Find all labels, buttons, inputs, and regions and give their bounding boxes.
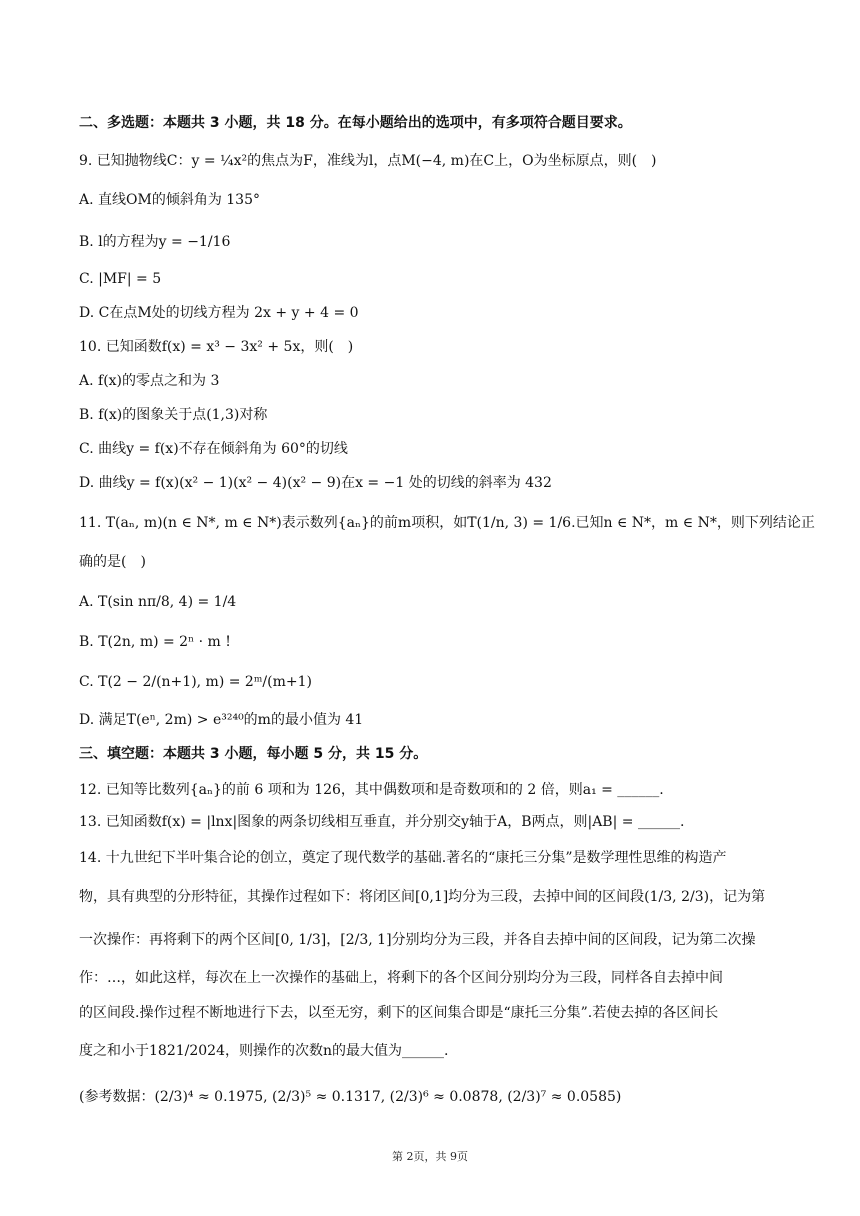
question-11-option-d: D. 满足T(eⁿ, 2m) > e³²⁴⁰的m的最小值为 41 (79, 712, 364, 728)
question-11-option-c: C. T(2 − 2/(n+1), m) = 2ᵐ/(m+1) (79, 674, 312, 690)
question-10-option-a: A. f(x)的零点之和为 3 (79, 373, 220, 389)
question-13: 13. 已知函数f(x) = |lnx|图象的两条切线相互垂直，并分别交y轴于A，B两点，则|AB| = ______. (79, 814, 685, 830)
question-11-option-b: B. T(2n, m) = 2ⁿ · m ! (79, 634, 231, 650)
question-10-option-d: D. 曲线y = f(x)(x² − 1)(x² − 4)(x² − 9)在x = −1 处的切线的斜率为 432 (79, 475, 552, 491)
question-12: 12. 已知等比数列{aₙ}的前 6 项和为 126，其中偶数项和是奇数项和的 2 倍，则a₁ = ______. (79, 782, 664, 798)
page-footer: 第 2页，共 9页 (392, 1150, 468, 1163)
question-10-stem: 10. 已知函数f(x) = x³ − 3x² + 5x，则( ) (79, 339, 354, 355)
section-heading-multiple-choice: 二、多选题：本题共 3 小题，共 18 分。在每小题给出的选项中，有多项符合题目要求。 (79, 115, 632, 131)
question-9-option-b: B. l的方程为y = −1/16 (79, 234, 231, 250)
question-9-option-c: C. |MF| = 5 (79, 271, 162, 287)
question-9-option-a: A. 直线OM的倾斜角为 135° (79, 192, 260, 208)
question-14-line5: 的区间段.操作过程不断地进行下去，以至无穷，剩下的区间集合即是“康托三分集”.若使去掉的各区间长 (79, 1005, 719, 1021)
question-9-option-d: D. C在点M处的切线方程为 2x + y + 4 = 0 (79, 305, 359, 321)
question-11-stem-line2: 确的是( ) (79, 554, 146, 570)
question-11-stem-line1: 11. T(aₙ, m)(n ∈ N*, m ∈ N*)表示数列{aₙ}的前m项积，如T(1/n, 3) = 1/6.已知n ∈ N*，m ∈ N*，则下列结论正 (79, 515, 815, 531)
reference-data: (参考数据：(2/3)⁴ ≈ 0.1975, (2/3)⁵ ≈ 0.1317, (2/3)⁶ ≈ 0.0878, (2/3)⁷ ≈ 0.0585) (79, 1089, 622, 1105)
question-14-line2: 物，具有典型的分形特征，其操作过程如下：将闭区间[0,1]均分为三段，去掉中间的区间段(1/3, 2/3)，记为第 (79, 889, 766, 905)
question-10-option-c: C. 曲线y = f(x)不存在倾斜角为 60°的切线 (79, 441, 348, 457)
question-11-option-a: A. T(sin nπ/8, 4) = 1/4 (79, 594, 237, 610)
question-9-stem: 9. 已知抛物线C：y = ¼x²的焦点为F，准线为l，点M(−4, m)在C上，O为坐标原点，则( ) (79, 153, 657, 169)
question-14-line6: 度之和小于1821/2024，则操作的次数n的最大值为______. (79, 1043, 449, 1059)
question-14-line3: 一次操作：再将剩下的两个区间[0, 1/3]，[2/3, 1]分别均分为三段，并各自去掉中间的区间段，记为第二次操 (79, 932, 756, 948)
question-10-option-b: B. f(x)的图象关于点(1,3)对称 (79, 407, 268, 423)
question-14-line4: 作：…，如此这样，每次在上一次操作的基础上，将剩下的各个区间分别均分为三段，同样各自去掉中间 (79, 970, 723, 986)
section-heading-fill-in: 三、填空题：本题共 3 小题，每小题 5 分，共 15 分。 (79, 746, 428, 762)
question-14-line1: 14. 十九世纪下半叶集合论的创立，奠定了现代数学的基础.著名的“康托三分集”是数学理性思维的构造产 (79, 850, 727, 866)
